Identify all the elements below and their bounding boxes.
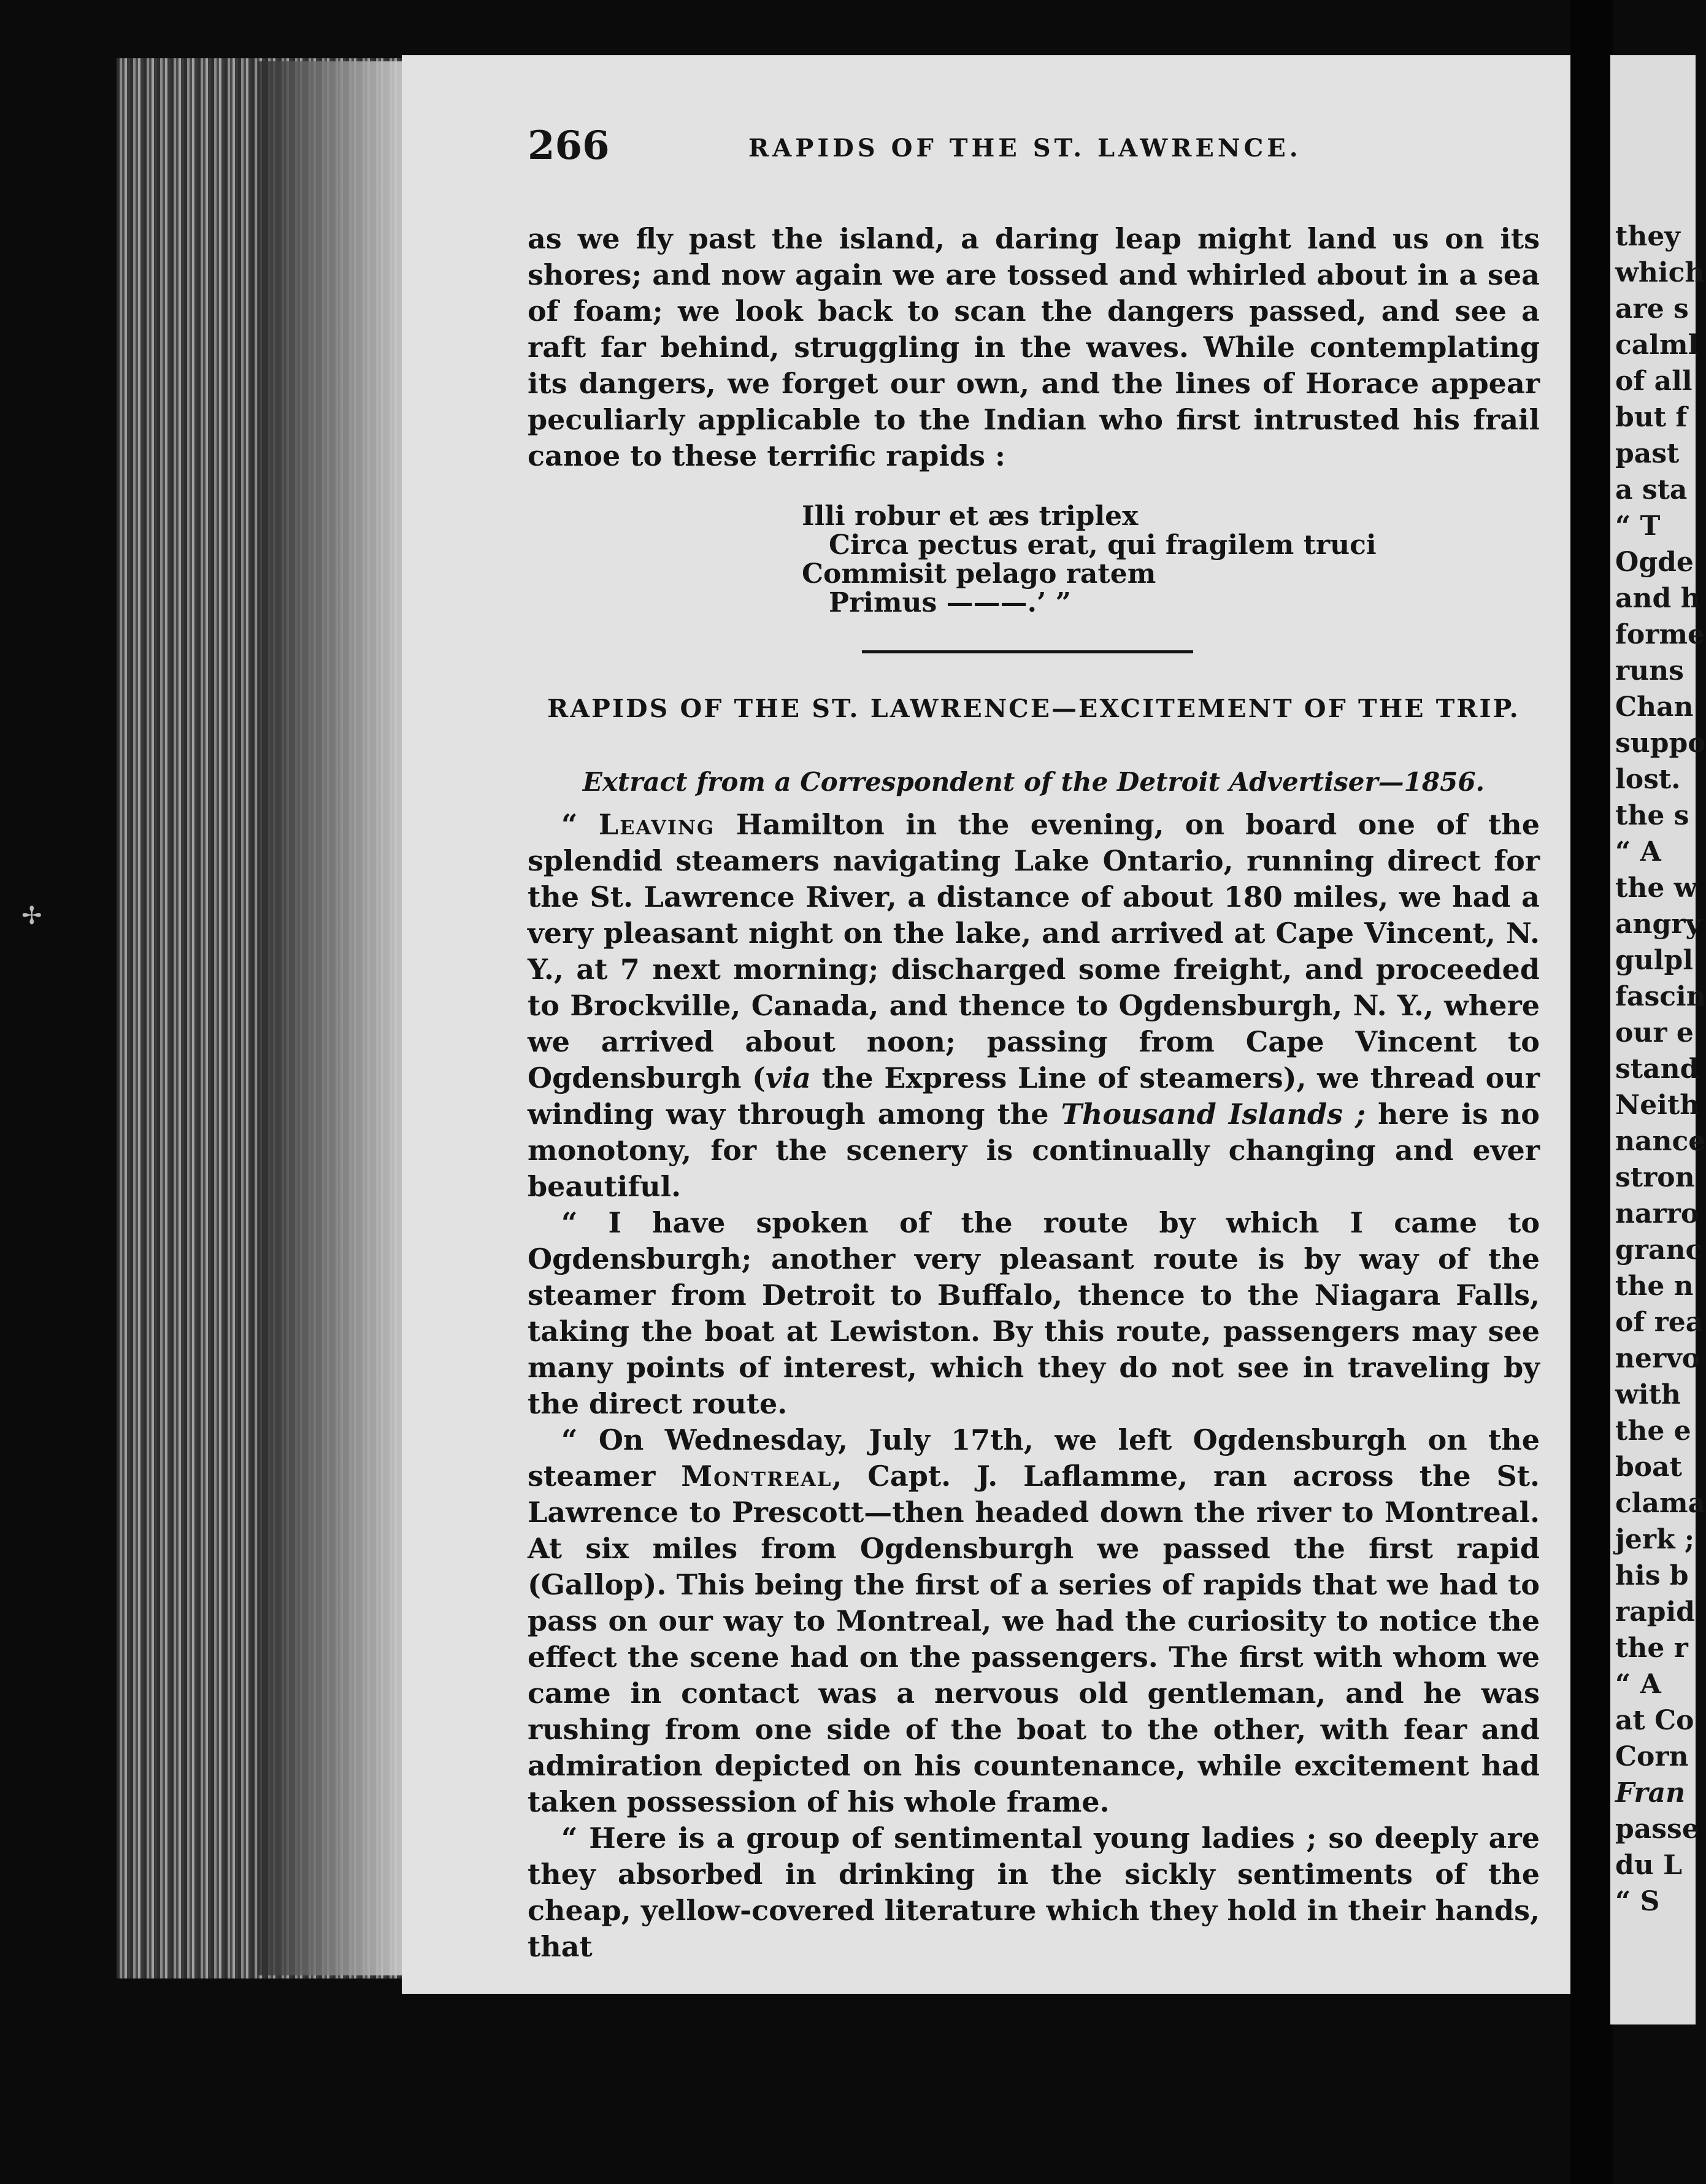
right-page-line: stron	[1615, 1162, 1695, 1193]
right-page-line: rapid	[1615, 1596, 1695, 1628]
right-page-line: they	[1615, 221, 1680, 252]
right-page-line: his b	[1615, 1560, 1689, 1591]
right-page-line: the w	[1615, 872, 1697, 904]
verse-line: Illi robur et æs triplex	[802, 501, 1139, 532]
horace-verse	[802, 502, 1377, 617]
thousand-islands-italic: Thousand Islands ;	[1061, 1098, 1366, 1131]
page-fold-shadow	[258, 61, 405, 1975]
right-page-line: at Co	[1615, 1705, 1694, 1736]
article-text: here is no monotony, for the scenery is continually changing and ever beautiful.	[528, 1098, 1540, 1203]
right-page-line: du L	[1615, 1850, 1683, 1881]
right-page-line: jerk ;	[1615, 1524, 1695, 1555]
right-page-line: boat	[1615, 1452, 1682, 1483]
page-header	[528, 123, 1343, 178]
book-page-right-edge	[1610, 55, 1706, 2024]
article-paragraph	[528, 807, 1540, 1205]
right-page-line: past	[1615, 438, 1680, 469]
page-number: 266	[528, 123, 610, 169]
right-page-line: runs	[1615, 655, 1684, 686]
right-page-line: passe	[1615, 1813, 1699, 1845]
right-page-line: the r	[1615, 1632, 1688, 1664]
running-head: RAPIDS OF THE ST. LAWRENCE.	[748, 134, 1302, 163]
article-text: , Capt. J. Laflamme, ran across the St. Lawrence to Prescott—then headed down the river to Montreal. At six miles from Ogdensburgh we passed the first rapid (Gallop). This being the first of a series of rapids that we had to pass on our way to Montreal, we had the curiosity to notice the effect the scene had on the passengers. The first with whom we came in contact was a nervous old gentleman, and he was rushing from one side of the boat to the other, with fear and admiration depicted on his countenance, while excitement had taken possession of his whole frame.	[528, 1459, 1540, 1818]
verse-line: Primus ———.’ ”	[829, 587, 1071, 618]
book-page-left	[402, 55, 1570, 1994]
verse-line: Commisit pelago ratem	[802, 558, 1156, 590]
right-page-line: stand	[1615, 1053, 1699, 1085]
right-page-line: Fran	[1615, 1777, 1686, 1809]
right-page-line: “ T	[1615, 510, 1661, 542]
right-page-line: of rea	[1615, 1307, 1704, 1338]
right-page-line: Corn	[1615, 1741, 1689, 1772]
right-page-line: the e	[1615, 1415, 1691, 1447]
right-page-line: a sta	[1615, 474, 1688, 506]
right-page-line: calml	[1615, 329, 1699, 361]
right-page-line: nance	[1615, 1126, 1706, 1157]
right-page-line: and h	[1615, 583, 1700, 614]
right-page-line: the n	[1615, 1271, 1694, 1302]
article-paragraph: “ I have spoken of the route by which I came to Ogdensburgh; another very pleasant route is by way of the steamer from Detroit to Buffalo, thence to the Niagara Falls, taking the boat at Lewiston. By this route, passengers may see many points of interest, which they do not see in traveling by the direct route.	[528, 1206, 1540, 1420]
right-page-line: Neith	[1615, 1090, 1700, 1121]
right-page-line: of all	[1615, 366, 1693, 397]
right-page-line: granc	[1615, 1234, 1702, 1266]
right-page-line: “ S	[1615, 1886, 1660, 1917]
open-quote: “	[561, 808, 599, 841]
right-page-line: forme	[1615, 619, 1705, 650]
article-text: “ On Wednesday, July 17th, we left Ogdensburgh on the steamer	[528, 1423, 1540, 1493]
opening-text: as we fly past the island, a daring leap might land us on its shores; and now again we are tossed and whirled about in a sea of foam; we look back to scan the dangers passed, and see a raft far behind, struggling in the waves. While contemplating its dangers, we forget our own, and the lines of Horace appear peculiarly applicable to the Indian who first intrusted his frail canoe to these terrific rapids :	[528, 222, 1540, 472]
right-page-line: “ A	[1615, 836, 1661, 867]
article-body	[528, 807, 1540, 1965]
right-page-line: gulpl	[1615, 945, 1693, 976]
right-page-line: Ogde	[1615, 547, 1694, 578]
right-page-line: suppo	[1615, 728, 1706, 759]
right-page-line: angry	[1615, 909, 1702, 940]
right-page-line: but f	[1615, 402, 1688, 433]
right-page-line: “ A	[1615, 1669, 1661, 1700]
scan-speck: ✢	[21, 902, 42, 930]
section-divider	[862, 650, 1193, 653]
right-page-line: Chan	[1615, 691, 1694, 723]
section-title: RAPIDS OF THE ST. LAWRENCE—EXCITEMENT OF THE TRIP.	[547, 694, 1520, 723]
right-page-line: narro	[1615, 1198, 1699, 1229]
verse-line: Circa pectus erat, qui fragilem truci	[829, 529, 1377, 561]
article-text: Hamilton in the evening, on board one of the splendid steamers navigating Lake Ontario, running direct for the St. Lawrence River, a distance of about 180 miles, we had a very pleasant night on the lake, and arrived at Cape Vincent, N. Y., at 7 next morning; discharged some freight, and proceeded to Brockville, Canada, and thence to Ogdensburgh, N. Y., where we arrived about noon; passing from Cape Vincent to Ogdensburgh (	[528, 808, 1540, 1094]
article-text: the Express Line of steamers), we thread our winding way through among the	[528, 1061, 1540, 1131]
ship-name: Montreal	[681, 1459, 832, 1493]
right-page-line: fascin	[1615, 981, 1706, 1012]
right-page-line: our e	[1615, 1017, 1694, 1048]
via-italic: via	[765, 1061, 811, 1094]
article-paragraph	[528, 1422, 1540, 1820]
right-page-line: which	[1615, 257, 1705, 288]
article-paragraph: “ Here is a group of sentimental young ladies ; so deeply are they absorbed in drinking in the sickly sentiments of the cheap, yellow-covered literature which they hold in their hands, that	[528, 1821, 1540, 1963]
right-page-line: with	[1615, 1379, 1681, 1410]
right-page-line: clama	[1615, 1488, 1706, 1519]
book-gutter	[1570, 0, 1613, 2184]
right-page-line: are s	[1615, 293, 1689, 325]
leaving-smallcaps: Leaving	[598, 808, 715, 841]
right-page-line: lost.	[1615, 764, 1681, 795]
opening-paragraph	[528, 221, 1540, 474]
section-subtitle: Extract from a Correspondent of the Detroit Advertiser—1856.	[582, 767, 1485, 797]
right-page-line: nervo	[1615, 1343, 1700, 1374]
right-page-line: the s	[1615, 800, 1689, 831]
